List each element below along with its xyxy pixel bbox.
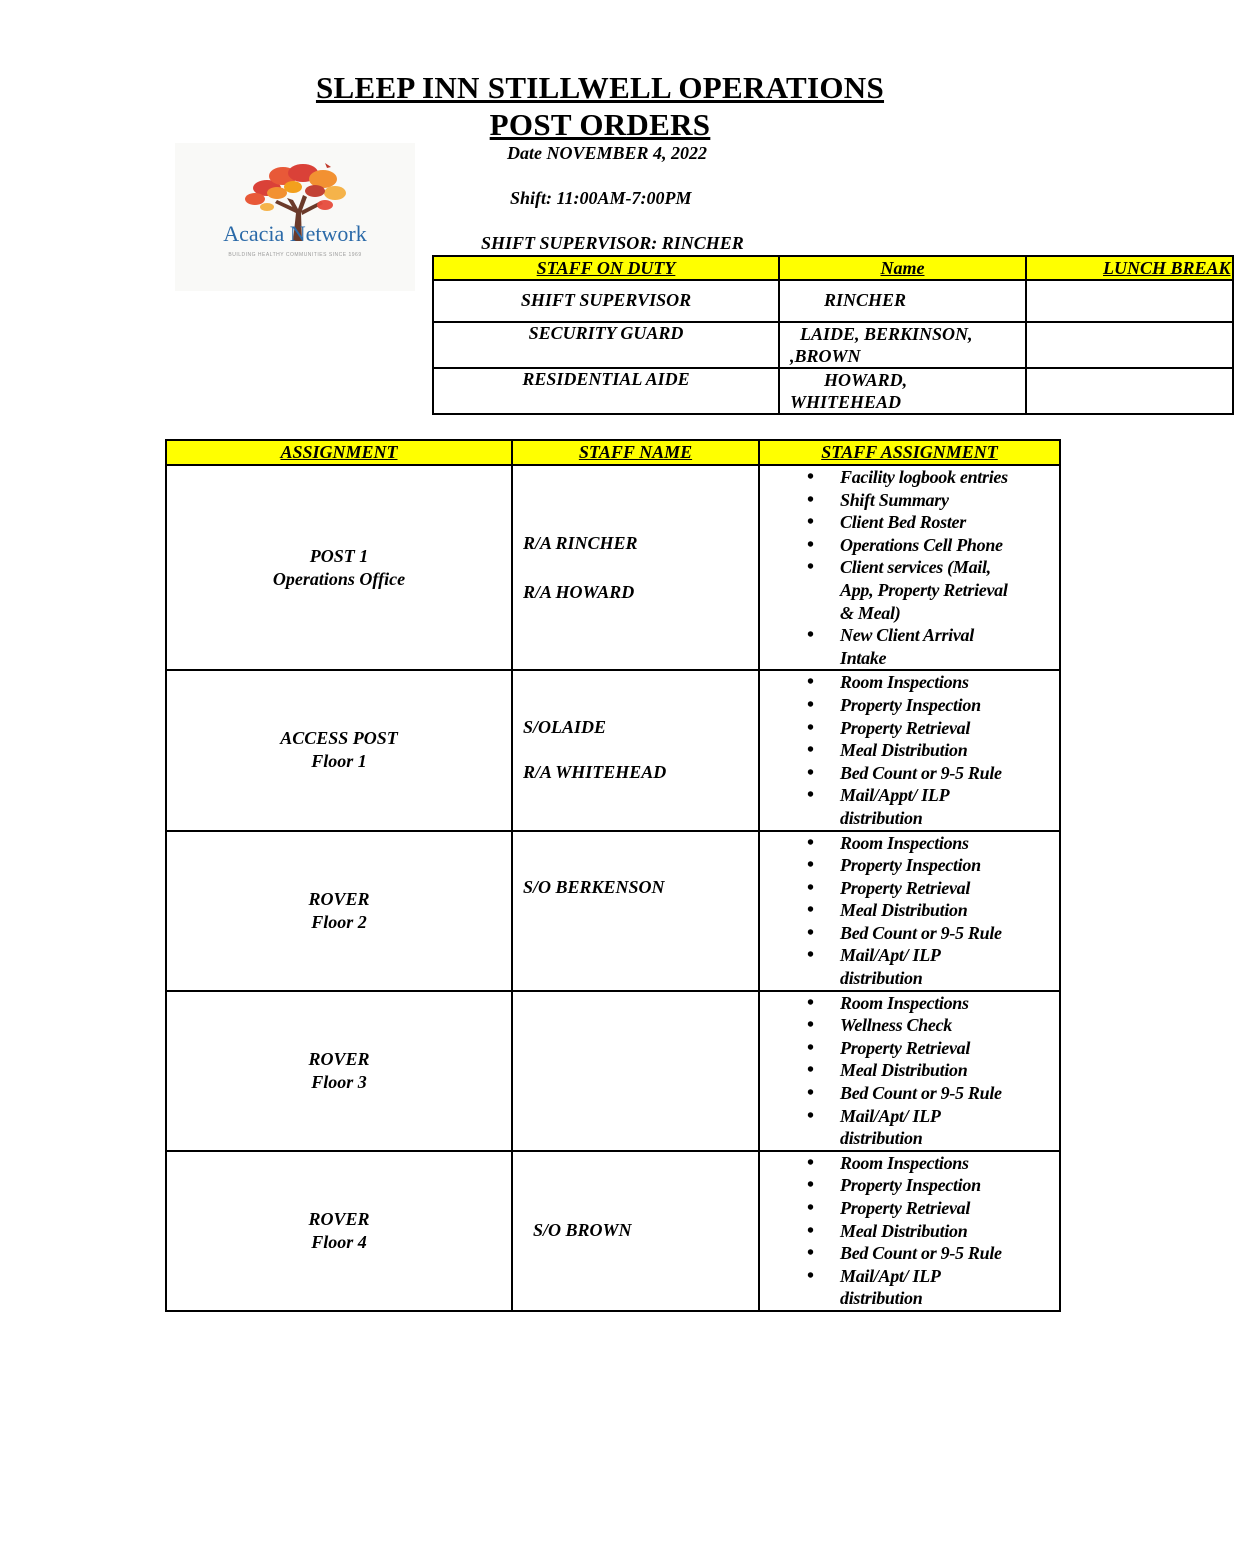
duty-name [779, 280, 1026, 322]
staff-name: R/A WHITEHEAD [523, 762, 667, 783]
assignment-table [165, 439, 1061, 1312]
assignment-header-row [166, 440, 1060, 465]
duty-header-row [433, 256, 1233, 280]
task-item: • Property Retrieval [840, 1197, 1059, 1220]
task-item: • Wellness Check [840, 1014, 1059, 1037]
task-item: • Room Inspections [840, 832, 1059, 855]
task-list [760, 671, 1059, 829]
header-assignment: ASSIGNMENT [166, 440, 512, 465]
staff-name-cell [512, 465, 759, 670]
staff-name: S/OLAIDE [523, 717, 607, 738]
logo-tagline: BUILDING HEALTHY COMMUNITIES SINCE 1969 [228, 252, 362, 258]
staff-assignment-cell [759, 831, 1060, 991]
task-item: • Mail/Apt/ ILP distribution [840, 944, 1059, 989]
task-item: • Room Inspections [840, 992, 1059, 1015]
duty-role: RESIDENTIAL AIDE [433, 368, 779, 414]
shift-time: Shift: 11:00AM-7:00PM [510, 188, 692, 208]
staff-assignment-cell [759, 1151, 1060, 1311]
task-list [760, 1152, 1059, 1310]
duty-role: SECURITY GUARD [433, 322, 779, 368]
header-name: Name [779, 256, 1026, 280]
task-item: • Property Inspection [840, 1174, 1059, 1197]
duty-name-line2: ,BROWN [790, 346, 861, 366]
staff-name: R/A HOWARD [523, 581, 635, 602]
staff-name: S/O BERKENSON [523, 876, 665, 897]
task-item: • Property Retrieval [840, 877, 1059, 900]
assignment-cell [166, 831, 512, 991]
duty-role: SHIFT SUPERVISOR [433, 280, 779, 322]
duty-lunch [1026, 280, 1233, 322]
task-item: • Property Inspection [840, 854, 1059, 877]
document-subtitle: POST ORDERS [489, 107, 711, 142]
duty-name [779, 322, 1026, 368]
document-date: Date NOVEMBER 4, 2022 [507, 143, 708, 163]
duty-row [433, 322, 1233, 368]
task-item: • Shift Summary [840, 489, 1059, 512]
task-item: • Meal Distribution [840, 739, 1059, 762]
assignment-cell [166, 1151, 512, 1311]
duty-lunch [1026, 368, 1233, 414]
duty-row [433, 368, 1233, 414]
staff-assignment-cell [759, 991, 1060, 1151]
task-item: • Room Inspections [840, 1152, 1059, 1175]
task-item: • Meal Distribution [840, 899, 1059, 922]
task-item: • Client Bed Roster [840, 511, 1059, 534]
duty-lunch [1026, 322, 1233, 368]
staff-name-cell [512, 991, 759, 1151]
duty-name-line1: LAIDE, BERKINSON, [800, 324, 973, 344]
assignment-row [166, 1151, 1060, 1311]
document-title: SLEEP INN STILLWELL OPERATIONS [315, 70, 885, 105]
task-item: • Bed Count or 9-5 Rule [840, 922, 1059, 945]
post-name: POST 1 [309, 545, 369, 566]
assignment-cell [166, 991, 512, 1151]
duty-name-line1: HOWARD, [824, 370, 908, 390]
task-item: • Bed Count or 9-5 Rule [840, 1082, 1059, 1105]
task-item: • Property Inspection [840, 694, 1059, 717]
post-location: Floor 4 [311, 1231, 367, 1252]
task-item: • Mail/Apt/ ILP distribution [840, 1265, 1059, 1310]
task-list [760, 832, 1059, 990]
staff-assignment-cell [759, 465, 1060, 670]
staff-on-duty-table [432, 255, 1234, 415]
post-location: Floor 2 [311, 911, 367, 932]
post-name: ROVER [308, 888, 370, 909]
header-staff-name: STAFF NAME [512, 440, 759, 465]
task-item: • Meal Distribution [840, 1059, 1059, 1082]
logo-name: Acacia Network [223, 221, 367, 246]
post-name: ROVER [308, 1208, 370, 1229]
task-item: • Mail/Appt/ ILP distribution [840, 784, 1059, 829]
task-item: • Bed Count or 9-5 Rule [840, 1242, 1059, 1265]
shift-supervisor: SHIFT SUPERVISOR: RINCHER [481, 233, 744, 253]
task-item: • Property Retrieval [840, 1037, 1059, 1060]
task-list [760, 992, 1059, 1150]
task-item: • Room Inspections [840, 671, 1059, 694]
task-item: • Bed Count or 9-5 Rule [840, 762, 1059, 785]
post-location: Floor 1 [311, 751, 367, 772]
duty-name [779, 368, 1026, 414]
staff-name: R/A RINCHER [523, 532, 638, 553]
task-item: • Property Retrieval [840, 717, 1059, 740]
duty-name-line2: WHITEHEAD [790, 392, 902, 412]
assignment-row [166, 670, 1060, 830]
staff-name-cell [512, 670, 759, 830]
task-item: • Meal Distribution [840, 1220, 1059, 1243]
header-staff-assignment: STAFF ASSIGNMENT [759, 440, 1060, 465]
task-list [760, 466, 1059, 669]
staff-name: S/O BROWN [533, 1220, 632, 1241]
assignment-row [166, 831, 1060, 991]
task-item: • Mail/Apt/ ILP distribution [840, 1105, 1059, 1150]
post-location: Floor 3 [311, 1071, 367, 1092]
duty-name-line1: RINCHER [824, 290, 907, 310]
assignment-cell [166, 465, 512, 670]
staff-name-cell [512, 831, 759, 991]
staff-name-cell [512, 1151, 759, 1311]
header-lunch-break: LUNCH BREAK [1026, 256, 1233, 280]
assignment-row [166, 991, 1060, 1151]
duty-row [433, 280, 1233, 322]
tree-icon [175, 143, 415, 291]
post-name: ROVER [308, 1048, 370, 1069]
post-name: ACCESS POST [280, 728, 398, 749]
header-staff-on-duty: STAFF ON DUTY [433, 256, 779, 280]
task-item: • Operations Cell Phone [840, 534, 1059, 557]
post-location: Operations Office [272, 568, 406, 589]
assignment-row [166, 465, 1060, 670]
assignment-cell [166, 670, 512, 830]
staff-assignment-cell [759, 670, 1060, 830]
acacia-network-logo [175, 143, 415, 291]
task-item: • Client services (Mail, App, Property Retrieval & Meal) [840, 556, 1059, 624]
task-item: • Facility logbook entries [840, 466, 1059, 489]
task-item: • New Client Arrival Intake [840, 624, 1059, 669]
